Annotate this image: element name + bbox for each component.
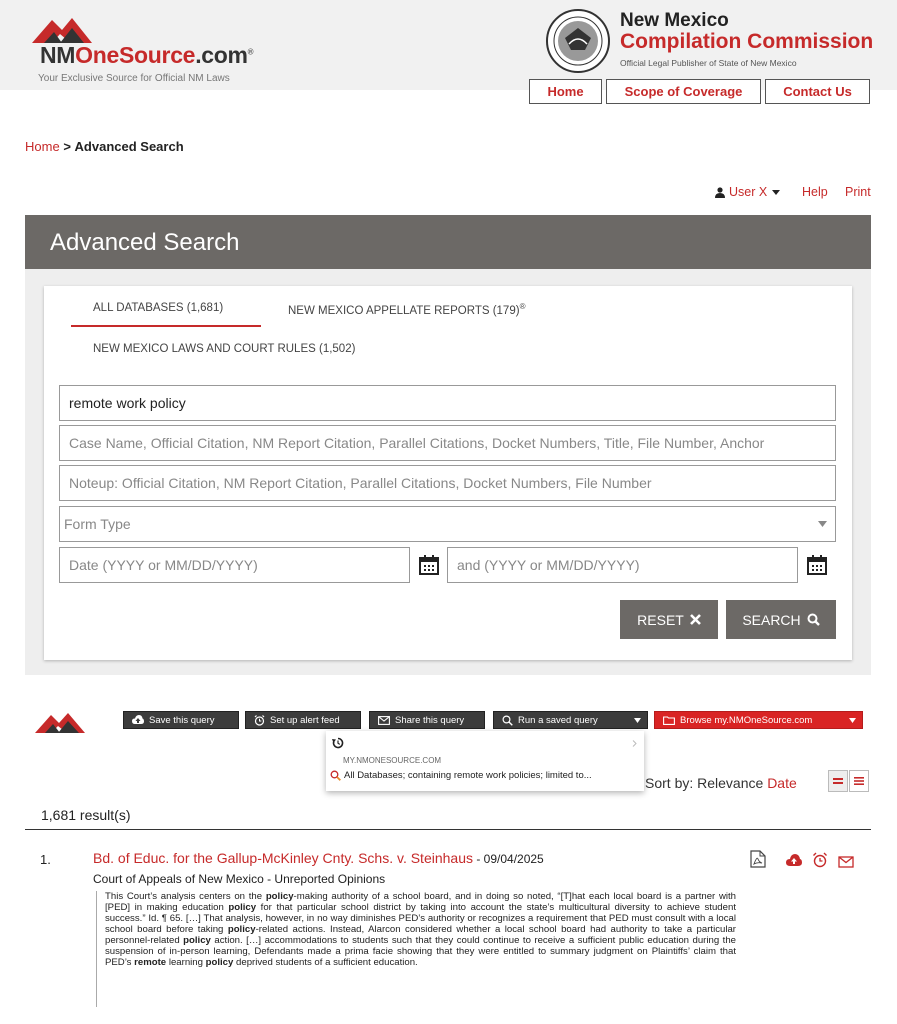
list-detailed-icon (854, 776, 864, 786)
select-caret-icon (818, 521, 827, 527)
run-saved-query-dropdown[interactable] (493, 711, 648, 729)
nmonesource-mountain-logo-icon[interactable] (30, 14, 110, 44)
result-number: 1. (40, 852, 51, 867)
cloud-upload-icon[interactable] (786, 852, 802, 870)
dropdown-section-title: MY.NMONESOURCE.COM (343, 756, 442, 765)
active-tab-indicator (71, 325, 261, 327)
list-compact-icon (833, 777, 843, 785)
snippet-keyword: policy (183, 935, 211, 946)
logo-tagline: Your Exclusive Source for Official NM Laws (38, 73, 230, 84)
logo-registered-mark: ® (247, 47, 254, 57)
calendar-icon[interactable] (806, 554, 828, 576)
reset-label: RESET (637, 611, 684, 628)
search-icon (502, 715, 513, 726)
search-icon (330, 770, 341, 781)
result-snippet (96, 891, 736, 1007)
chevron-down-icon (771, 188, 781, 196)
results-divider (25, 829, 871, 830)
snippet-keyword: policy (228, 902, 257, 913)
query-input[interactable]: remote work policy (59, 385, 836, 421)
date-to-input[interactable]: and (YYYY or MM/DD/YYYY) (447, 547, 798, 583)
user-name: User X (729, 185, 768, 199)
tab-appellate-registered-mark: ® (519, 302, 526, 311)
search-button[interactable] (726, 600, 836, 639)
share-query-button[interactable] (369, 711, 485, 729)
result-item (93, 850, 544, 866)
form-type-select[interactable] (59, 506, 836, 542)
reset-button[interactable] (620, 600, 718, 639)
logo-dotcom: .com (195, 42, 248, 68)
sort-by (645, 775, 797, 791)
commission-name-line1: New Mexico (620, 10, 729, 31)
user-menu[interactable] (715, 185, 781, 199)
tab-all-databases[interactable]: ALL DATABASES (1,681) (93, 302, 224, 314)
saved-query-item[interactable] (330, 770, 640, 781)
nav-contact-button[interactable]: Contact Us (765, 79, 870, 104)
snippet-text: learning (166, 957, 206, 968)
calendar-icon[interactable] (418, 554, 440, 576)
search-label: SEARCH (742, 611, 801, 628)
saved-query-item-label: All Databases; containing remote work policies; limited to... (344, 770, 592, 781)
noteup-input[interactable]: Noteup: Official Citation, NM Report Citation, Parallel Citations, Docket Numbers, File Number (59, 465, 836, 501)
snippet-keyword: policy (227, 924, 256, 935)
breadcrumb-separator: > (63, 139, 71, 154)
results-count: 1,681 result(s) (41, 807, 131, 823)
breadcrumb (25, 139, 184, 154)
close-icon (690, 614, 701, 625)
sort-label: Sort by: (645, 775, 694, 791)
nav-scope-button[interactable]: Scope of Coverage (606, 79, 761, 104)
nav-home-button[interactable]: Home (529, 79, 602, 104)
tab-appellate-reports[interactable] (288, 302, 525, 317)
nmonesource-mountain-logo-icon[interactable] (33, 710, 103, 734)
snippet-keyword: policy (265, 891, 294, 902)
run-saved-query-label: Run a saved query (518, 714, 598, 726)
pdf-icon[interactable] (750, 850, 766, 868)
snippet-text: This Court’s analysis centers on the (105, 891, 266, 902)
folder-icon (663, 716, 675, 725)
envelope-icon[interactable] (838, 853, 854, 871)
print-link[interactable]: Print (845, 185, 871, 199)
advanced-search-title: Advanced Search (25, 215, 871, 269)
share-query-label: Share this query (395, 714, 465, 726)
view-compact-button[interactable] (828, 770, 848, 792)
cloud-upload-icon (132, 715, 144, 725)
caret-down-icon (634, 718, 641, 723)
chevron-right-icon[interactable] (632, 740, 637, 747)
snippet-keyword: policy (205, 957, 234, 968)
snippet-text: action. […] accommodations to students such that they could continue to receive a sufficient public education during the suspension of in-person learning, Defendants made a prima facie showing that they were entitled to summary judgment on Plaintiffs’ claim that PED’s (105, 935, 736, 968)
browse-mynmonesource-dropdown[interactable] (654, 711, 863, 729)
result-court: Court of Appeals of New Mexico - Unreported Opinions (93, 872, 386, 886)
result-date: - 09/04/2025 (473, 852, 544, 866)
browse-label: Browse my.NMOneSource.com (680, 714, 813, 726)
save-query-button[interactable] (123, 711, 239, 729)
commission-subtitle: Official Legal Publisher of State of New Mexico (620, 58, 797, 68)
result-title-link[interactable]: Bd. of Educ. for the Gallup-McKinley Cnty. Schs. v. Steinhaus (93, 850, 473, 866)
view-detailed-button[interactable] (849, 770, 869, 792)
alarm-clock-icon[interactable] (812, 851, 828, 869)
case-name-input[interactable]: Case Name, Official Citation, NM Report Citation, Parallel Citations, Docket Numbers, Title, File Number, Anchor (59, 425, 836, 461)
history-icon[interactable] (332, 737, 344, 749)
form-type-placeholder: Form Type (64, 516, 131, 532)
snippet-text: -related actions. Instead, Alarcon considered whether a local school board had authority to take a particular personnel-related (105, 924, 736, 946)
breadcrumb-current: Advanced Search (74, 139, 184, 154)
tab-laws-court-rules[interactable]: NEW MEXICO LAWS AND COURT RULES (1,502) (93, 343, 356, 355)
envelope-icon (378, 716, 390, 725)
logo-nm: NM (40, 42, 76, 68)
snippet-keyword: remote (134, 957, 167, 968)
tab-appellate-label: NEW MEXICO APPELLATE REPORTS (179) (288, 304, 520, 317)
saved-query-dropdown-menu (326, 731, 644, 791)
breadcrumb-home-link[interactable]: Home (25, 139, 60, 154)
logo-onesource: OneSource (75, 42, 196, 68)
sort-relevance[interactable]: Relevance (697, 775, 764, 791)
help-link[interactable]: Help (802, 185, 828, 199)
alert-feed-label: Set up alert feed (270, 714, 340, 726)
search-icon (807, 613, 820, 626)
alert-feed-button[interactable] (245, 711, 361, 729)
user-icon (715, 187, 725, 198)
snippet-text: -making authority of a school board, and in doing so noted, “[T]hat each local board is a partner with [PED] in making education (105, 891, 737, 913)
sort-date-link[interactable]: Date (767, 775, 797, 791)
state-seal-icon (545, 8, 611, 74)
site-logo-text[interactable] (40, 42, 253, 69)
alarm-clock-icon (254, 715, 265, 726)
save-query-label: Save this query (149, 714, 215, 726)
date-from-input[interactable]: Date (YYYY or MM/DD/YYYY) (59, 547, 410, 583)
caret-down-icon (849, 718, 856, 723)
snippet-text: for that particular school district by taking into account the state’s multicultural diversity to achieve student success.” Id. ¶ 65. […] That analysis, however, in no way diminishes PED’s authority or recognizes a requirement that PED must consult with a local school board before taking (105, 902, 736, 935)
snippet-text: deprived students of a sufficient education. (233, 957, 418, 968)
commission-name-line2: Compilation Commission (620, 30, 874, 53)
